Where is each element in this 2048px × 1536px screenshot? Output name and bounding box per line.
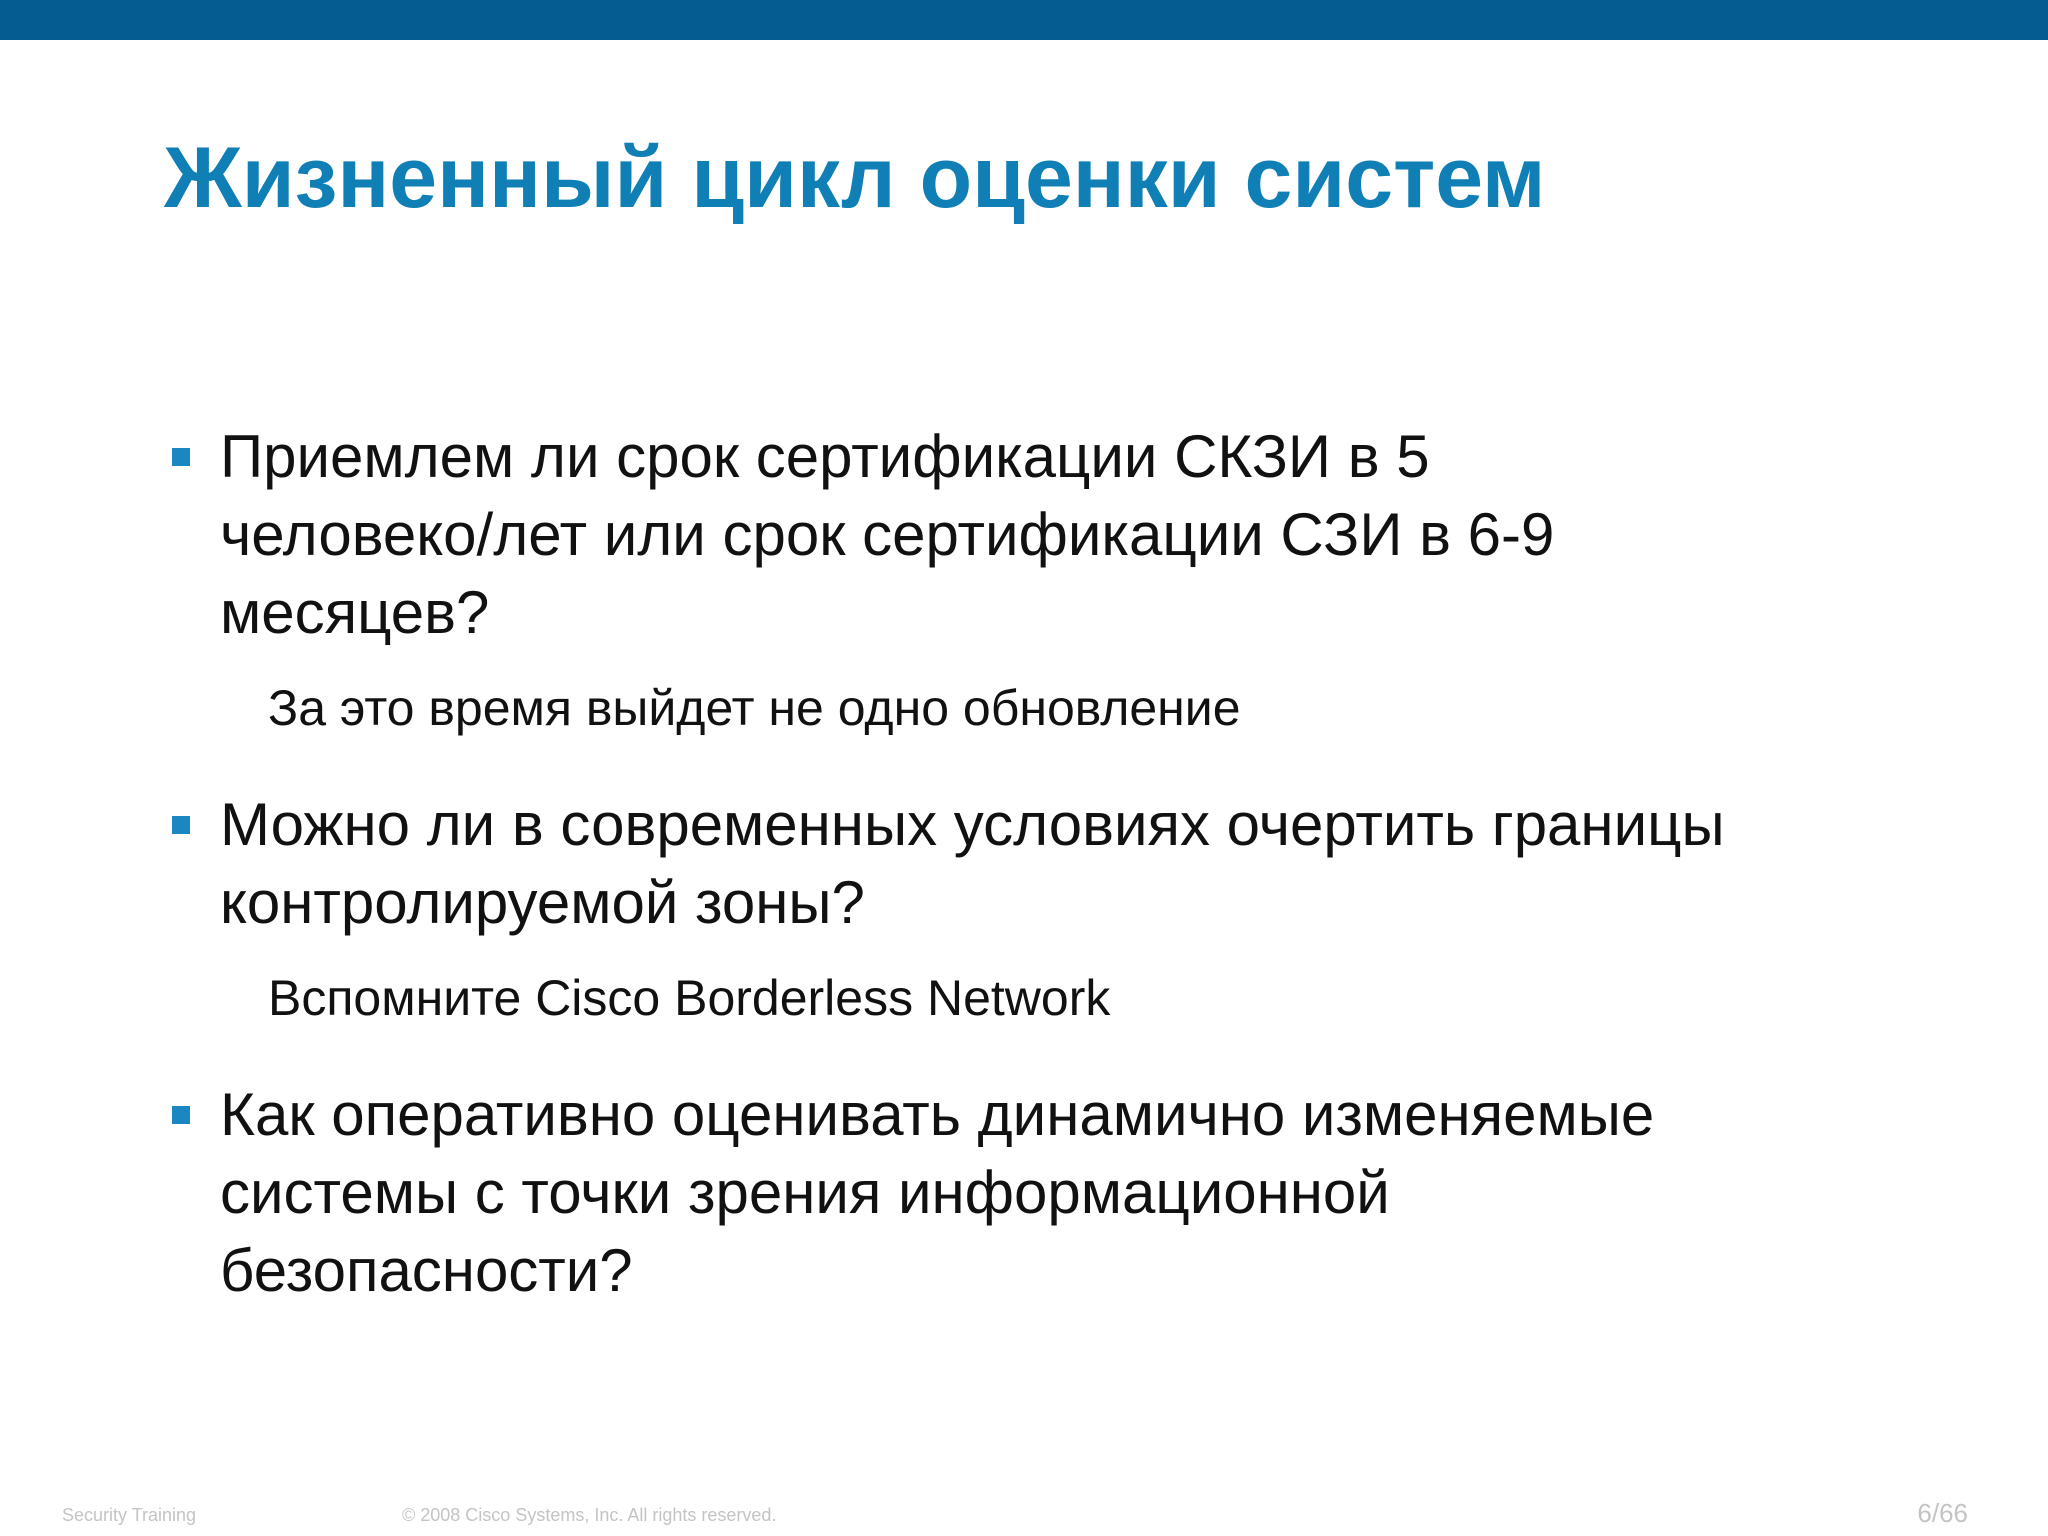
bullet-item — [168, 1076, 1988, 1310]
bullet-line: Можно ли в современных условиях очертить границы — [220, 791, 1725, 858]
sub-note: Вспомните Cisco Borderless Network — [268, 970, 1111, 1026]
page-number: 6/66 — [1917, 1498, 1968, 1528]
bullet-item — [168, 418, 1988, 652]
slide-title: Жизненный цикл оценки систем — [164, 130, 1546, 226]
bullet-square-icon — [172, 816, 190, 834]
bullet-line: месяцев? — [220, 579, 490, 646]
footer-course-label: Security Training — [62, 1505, 197, 1525]
bullet-line: системы с точки зрения информационной — [220, 1159, 1390, 1226]
sub-note: За это время выйдет не одно обновление — [268, 680, 1241, 736]
bullet-line: безопасности? — [220, 1237, 633, 1304]
bullet-item — [168, 786, 1988, 942]
bullet-line: Приемлем ли срок сертификации СКЗИ в 5 — [220, 423, 1430, 490]
slide-content — [168, 418, 1988, 1310]
bullet-square-icon — [172, 1106, 190, 1124]
footer-copyright: © 2008 Cisco Systems, Inc. All rights reserved. — [402, 1505, 777, 1525]
top-banner — [0, 0, 2048, 40]
bullet-line: контролируемой зоны? — [220, 869, 865, 936]
bullet-line: человеко/лет или срок сертификации СЗИ в 6-9 — [220, 501, 1555, 568]
bullet-square-icon — [172, 448, 190, 466]
bullet-line: Как оперативно оценивать динамично изменяемые — [220, 1081, 1655, 1148]
